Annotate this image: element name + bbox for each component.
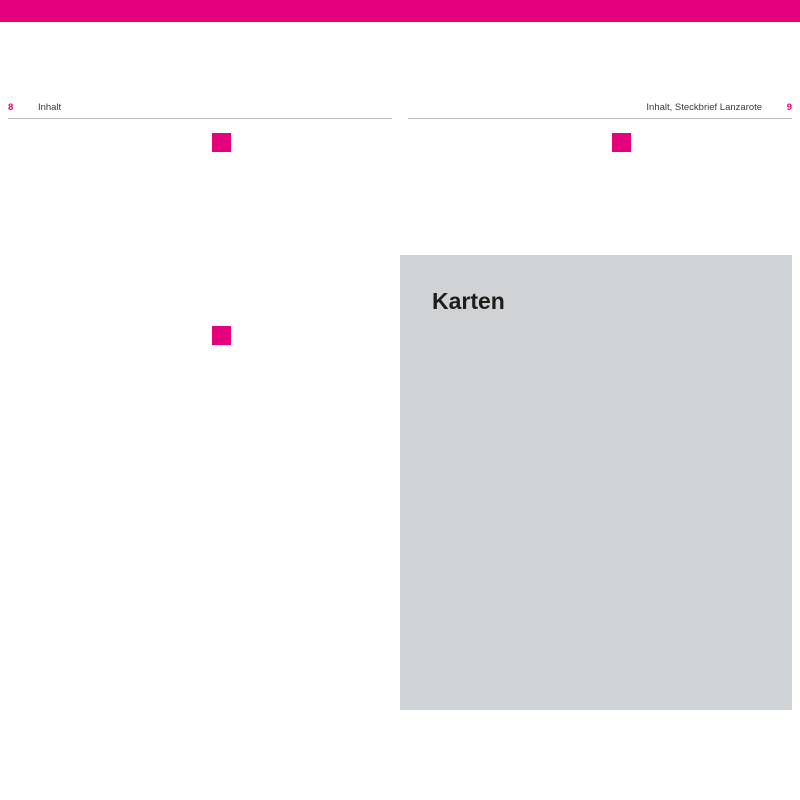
header-rule-right <box>408 118 792 119</box>
section-number <box>212 326 231 345</box>
header-right-label: Inhalt, Steckbrief Lanzarote <box>646 102 763 113</box>
toc-column-2 <box>212 130 392 357</box>
section-number <box>612 133 631 152</box>
section-heading-land-und-leute[interactable] <box>212 326 392 345</box>
toc-column-4 <box>612 130 790 179</box>
top-accent-bar <box>0 0 800 22</box>
karten-title: Karten <box>432 288 505 314</box>
page-number-left: 8 <box>8 102 14 113</box>
toc-column-3 <box>424 130 604 165</box>
header-left-label: Inhalt <box>37 102 62 113</box>
header-rule-left <box>8 118 392 119</box>
karten-column-left <box>432 330 612 438</box>
section-number <box>212 133 231 152</box>
section-heading-practical-tips[interactable] <box>212 133 392 152</box>
page-number-right: 9 <box>786 102 792 113</box>
section-heading-anhang[interactable] <box>612 133 790 152</box>
toc-column-1 <box>24 130 204 210</box>
karten-column-right <box>612 288 790 416</box>
